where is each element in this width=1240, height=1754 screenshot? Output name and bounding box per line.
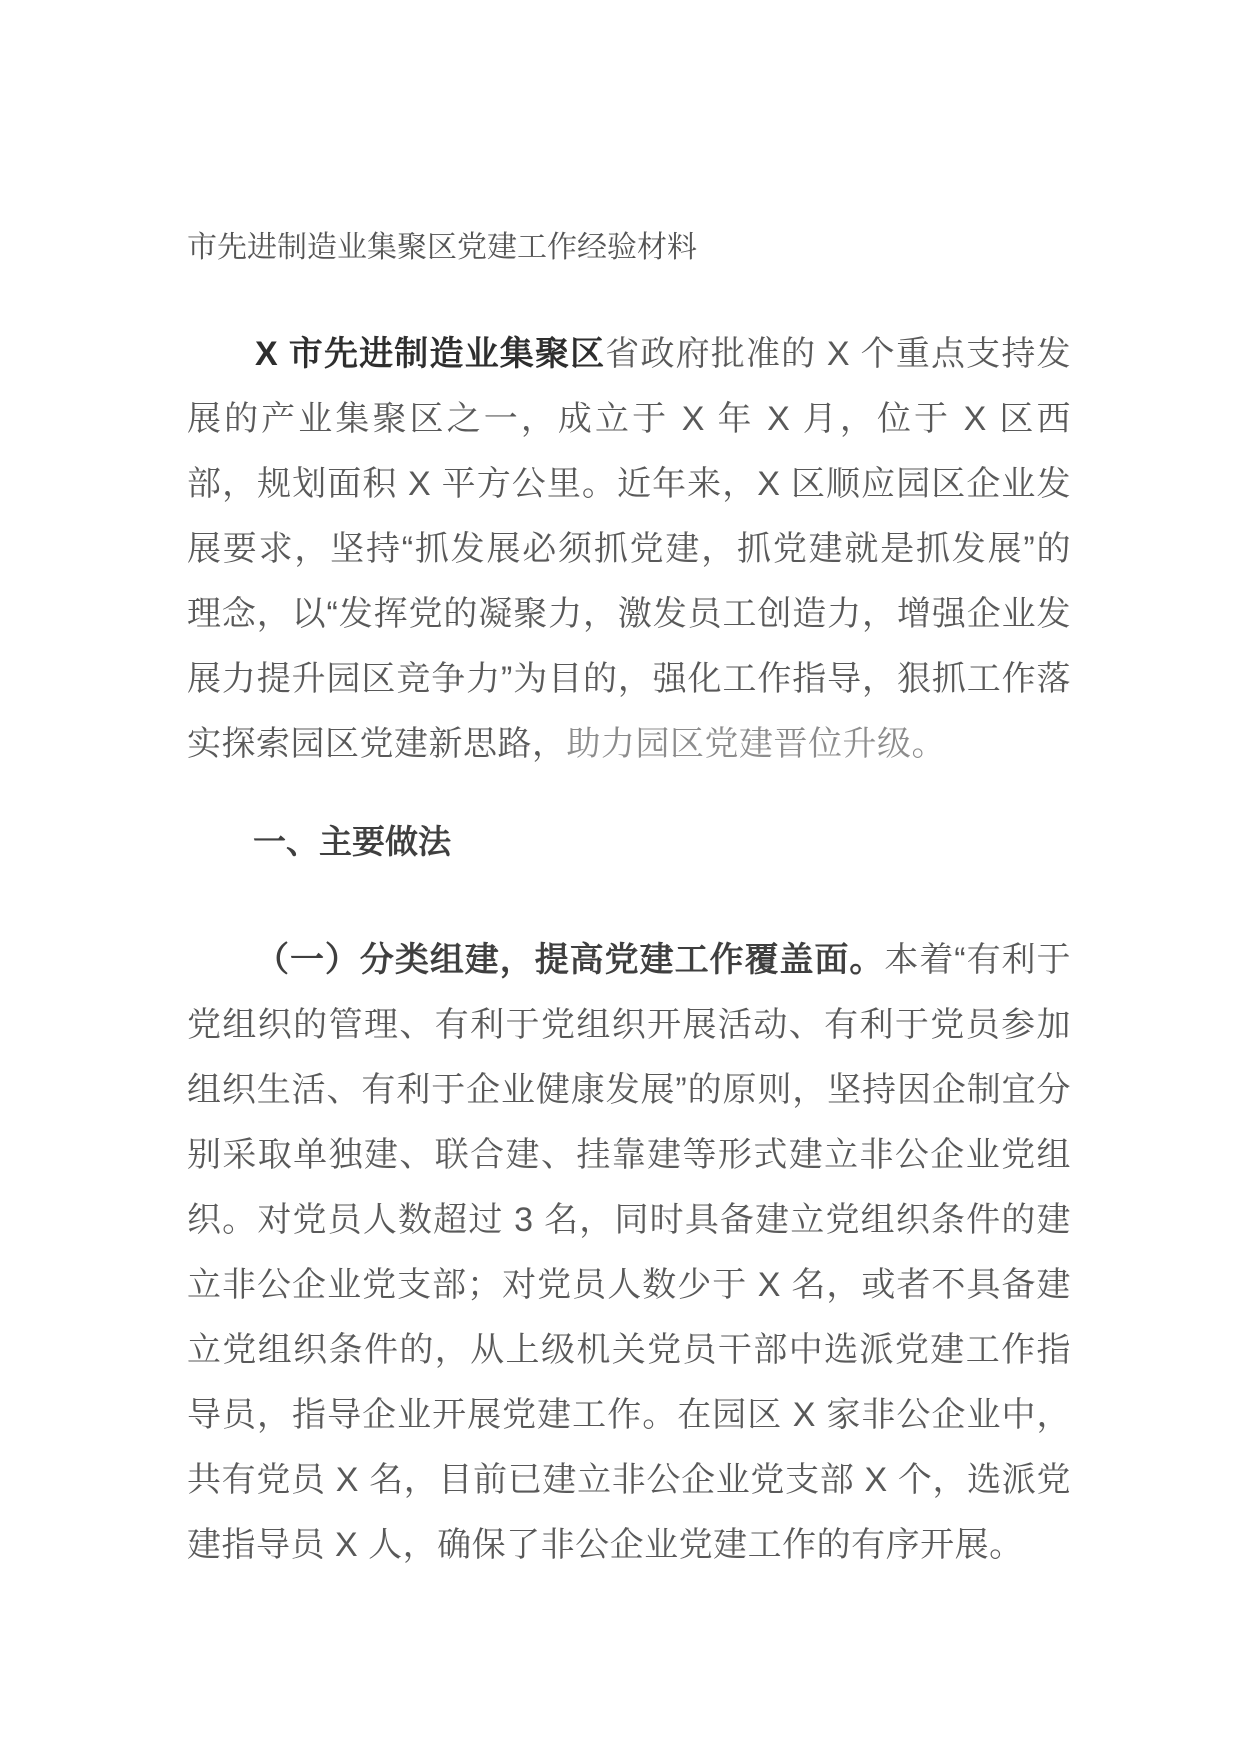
section-heading: 一、主要做法 [253, 823, 451, 860]
section-one-body-text: 本着“有利于党组织的管理、有利于党组织开展活动、有利于党员参加组织生活、有利于企业健康发展”的原则，坚持因企制宜分别采取单独建、联合建、挂靠建等形式建立非公企业党组织。对党员人数超过 3 名，同时具备建立党组织条件的建立非公企业党支部；对党员人数少于 X 名，或者不具备建立党组织条件的，从上级机关党员干部中选派党建工作指导员，指导企业开展党建工作。在园区 X 家非公企业中，共有党员 X 名，目前已建立非公企业党支部 X 个，选派党建指导员 X 人，确保了非公企业党建工作的有序开展。 [187, 941, 1072, 1564]
document-title: 市先进制造业集聚区党建工作经验材料 [187, 231, 697, 264]
section-one-lead-bold-text: （一）分类组建，提高党建工作覆盖面。 [255, 941, 885, 979]
intro-body-text: 省政府批准的 X 个重点支持发展的产业集聚区之一，成立于 X 年 X 月，位于 X 区西部，规划面积 X 平方公里。近年来，X 区顺应园区企业发展要求，坚持“抓发展必须抓党建，抓党建就是抓发展”的理念，以“发挥党的凝聚力，激发员工创造力，增强企业发展力提升园区竞争力”为目的，强化工作指导，狠抓工作落实探索园区党建新思路， [187, 335, 1071, 763]
intro-tail-muted-text: 助力园区党建晋位升级。 [566, 725, 946, 763]
intro-paragraph [187, 322, 1071, 777]
intro-lead-bold-text: X 市先进制造业集聚区 [255, 335, 606, 373]
section-one-paragraph [187, 928, 1071, 1578]
